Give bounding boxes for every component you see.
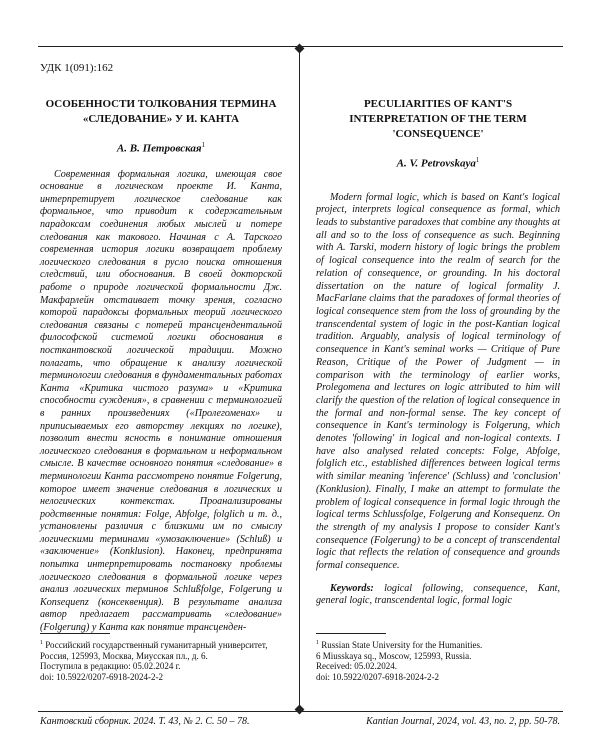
footnote-rule <box>40 633 110 634</box>
russian-author <box>40 141 282 155</box>
footnote-rule <box>316 633 386 634</box>
english-column <box>316 62 560 608</box>
english-footnote-mark: 1 <box>316 640 319 646</box>
english-author-mark: 1 <box>475 156 480 164</box>
keywords-label: Keywords: <box>330 582 374 594</box>
russian-footnote-line-4: doi: 10.5922/0207-6918-2024-2-2 <box>40 671 163 682</box>
russian-footnote <box>40 633 282 682</box>
english-author-name: A. V. Petrovskaya <box>396 157 476 170</box>
english-abstract: Modern formal logic, which is based on Kant's logical project, interprets logical consequence as formal, which leads to substantive paradoxes that combine any thoughts at all and so to the loss of consequence as such. Beginning with A. Tarski, modern history of logic brings the problem of logical consequence into the realm of search for the relation of consequence, or grounding. In his doctoral dissertation on the nature of logical formality J. MacFarlane claims that the paradoxes of formal theories of logical consequence stem from the loss of grounding by the transcendental system of logic in the post-Kantian logical tradition. Arguably, analysis of logical terminology of consequence in Kant's seminal works — Critique of Pure Reason, Critique of the Power of Judgment — in comparison with the terminology of earlier works, Prolegomena and lectures on logic attributed to him will clarify the question of the relation of logical consequence in the formal and non-formal sense. The key concept of consequence in Kant's terminology is Folgerung, which denotes 'following' in logical and non-logical contexts. I have also analysed related concepts: Folge, Abfolge, folglich etc., established differences between logical terms with similar meaning 'inference' (Schluss) and 'conclusion' (Konklusion). Finally, I make an attempt to formulate the problem of logical consequence in formal logic through the logical terms Schlussfolge, Folgerung and Konsequenz. On the strength of my analysis I propose to consider Kant's consequence (Folgerung) to be a concept of transcendental logic that reflects the relation of consequence and grounds formal consequence. <box>316 191 560 572</box>
russian-footnote-line-2: Россия, 125993, Москва, Миусская пл., д. 6. <box>40 650 208 661</box>
footer-rule <box>38 711 563 712</box>
udk-code: УДК 1(091):162 <box>40 62 114 74</box>
english-footnote <box>316 633 560 682</box>
english-author <box>316 156 560 170</box>
english-running-footer: Kantian Journal, 2024, vol. 43, no. 2, pp. 50-78. <box>366 716 560 727</box>
russian-column <box>40 62 282 635</box>
english-footnote-line-3: Received: 05.02.2024. <box>316 661 397 672</box>
english-footnote-line-2: 6 Miusskaya sq., Moscow, 125993, Russia. <box>316 650 472 661</box>
russian-author-mark: 1 <box>201 141 206 149</box>
russian-author-name: А. В. Петровская <box>116 142 202 155</box>
english-title: PECULIARITIES OF KANT'S INTERPRETATION OF THE TERM 'CONSEQUENCE' <box>349 98 527 140</box>
english-footnote-line-4: doi: 10.5922/0207-6918-2024-2-2 <box>316 671 439 682</box>
russian-footnote-line-3: Поступила в редакцию: 05.02.2024 г. <box>40 661 181 672</box>
english-keywords <box>316 583 560 608</box>
english-footnote-line-1: $^1$ Russian State University for the Humanities. <box>316 640 483 650</box>
russian-footnote-mark: 1 <box>40 640 43 646</box>
russian-abstract: Современная формальная логика, имеющая свое основание в логическом проекте И. Канта, интерпретирует логическое следование как формальное, что приводит к содержательным парадоксам соединения любых мыслей и потере следования как такового. Начиная с А. Тарского современная история логики возвращает проблему логического следования в русло поиска отношения следствий, или обоснования. В своей докторской работе о природе логической формальности Дж. Макфарлейн отстаивает точку зрения, согласно которой парадоксы формальных теорий логического следования связаны с потерей трансцендентальной философской системой логики обоснования в посткантовской логической традиции. Можно полагать, что обращение к анализу логической терминологии следования в фундаментальных работах Канта «Критика чистого разума» и «Критика способности суждения», в сравнении с терминологией в ранних произведениях («Пролегоменах» и приписываемых его авторству лекциях по логике), позволит внести ясность в понимание отношения логического следования в формальном и неформальном смысле. В качестве основного понятия «следование» в терминологии Канта рассмотрено понятие Folgerung, которое имеет значение следования в логических и нелогических контекстах. Проанализированы родственные понятия: Folge, Abfolge, folglich и т. д., установлены различия с близкими им по смыслу логическими терминами «умозаключение» (Schluß) и «заключение» (Konklusion). Наконец, предпринята попытка интерпретировать постановку проблемы логического следования в формальной логике через анализ логических терминов Schlußfolge, Folgerung и Konsequenz (консеквенция). В результате анализа автор предлагает рассматривать «следование» (Folgerung) у Канта как понятие трансценден- <box>40 168 282 634</box>
russian-title: ОСОБЕННОСТИ ТОЛКОВАНИЯ ТЕРМИНА «СЛЕДОВАНИЕ» У И. КАНТА <box>45 98 277 125</box>
russian-running-footer: Кантовский сборник. 2024. Т. 43, № 2. С. 50 – 78. <box>40 716 250 727</box>
bottom-ornament <box>295 705 305 715</box>
russian-footnote-line-1: $^1$ Российский государственный гуманитарный университет, <box>40 640 268 650</box>
column-divider <box>299 50 300 707</box>
keywords-list: logical following, consequence, Kant, general logic, transcendental logic, formal logic <box>316 582 560 607</box>
